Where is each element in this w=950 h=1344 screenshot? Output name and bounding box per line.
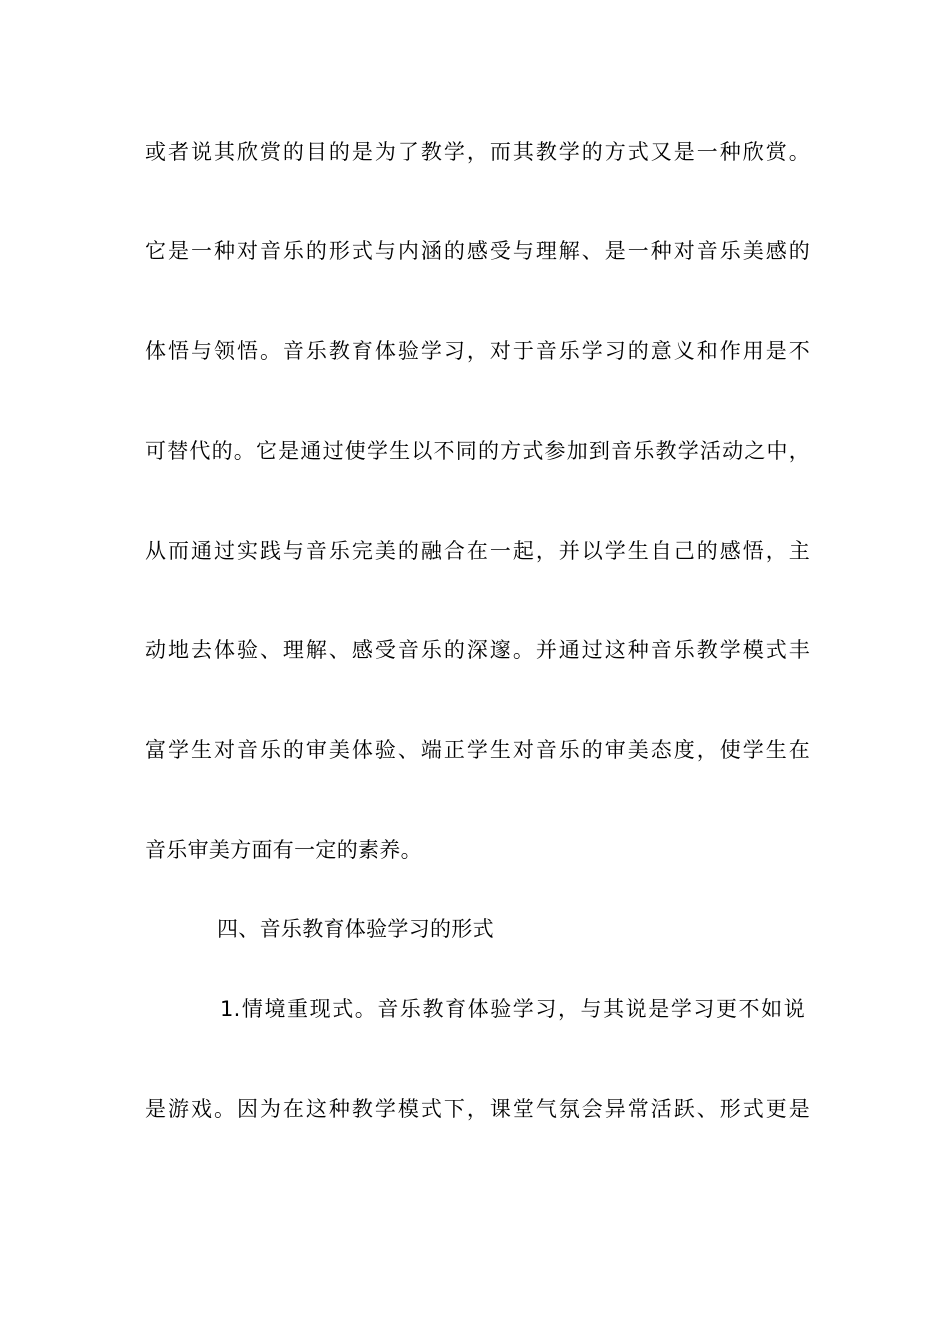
text-line-3: 体悟与领悟。音乐教育体验学习，对于音乐学习的意义和作用是不 [145,339,810,363]
text-line-4: 可替代的。它是通过使学生以不同的方式参加到音乐教学活动之中， [145,439,810,463]
section-heading: 四、音乐教育体验学习的形式 [217,917,494,941]
text-line-5: 从而通过实践与音乐完美的融合在一起，并以学生自己的感悟，主 [145,539,810,563]
text-line-2: 它是一种对音乐的形式与内涵的感受与理解、是一种对音乐美感的 [145,239,810,263]
section-text-line-2: 是游戏。因为在这种教学模式下，课堂气氛会异常活跃、形式更是 [145,1097,810,1121]
section-text-line-1: 1.情境重现式。音乐教育体验学习，与其说是学习更不如说 [220,997,805,1021]
text-line-1: 或者说其欣赏的目的是为了教学，而其教学的方式又是一种欣赏。 [145,140,810,164]
text-line-6: 动地去体验、理解、感受音乐的深邃。并通过这种音乐教学模式丰 [145,638,810,662]
text-line-7: 富学生对音乐的审美体验、端正学生对音乐的审美态度，使学生在 [145,738,810,762]
text-line-8: 音乐审美方面有一定的素养。 [145,838,422,862]
